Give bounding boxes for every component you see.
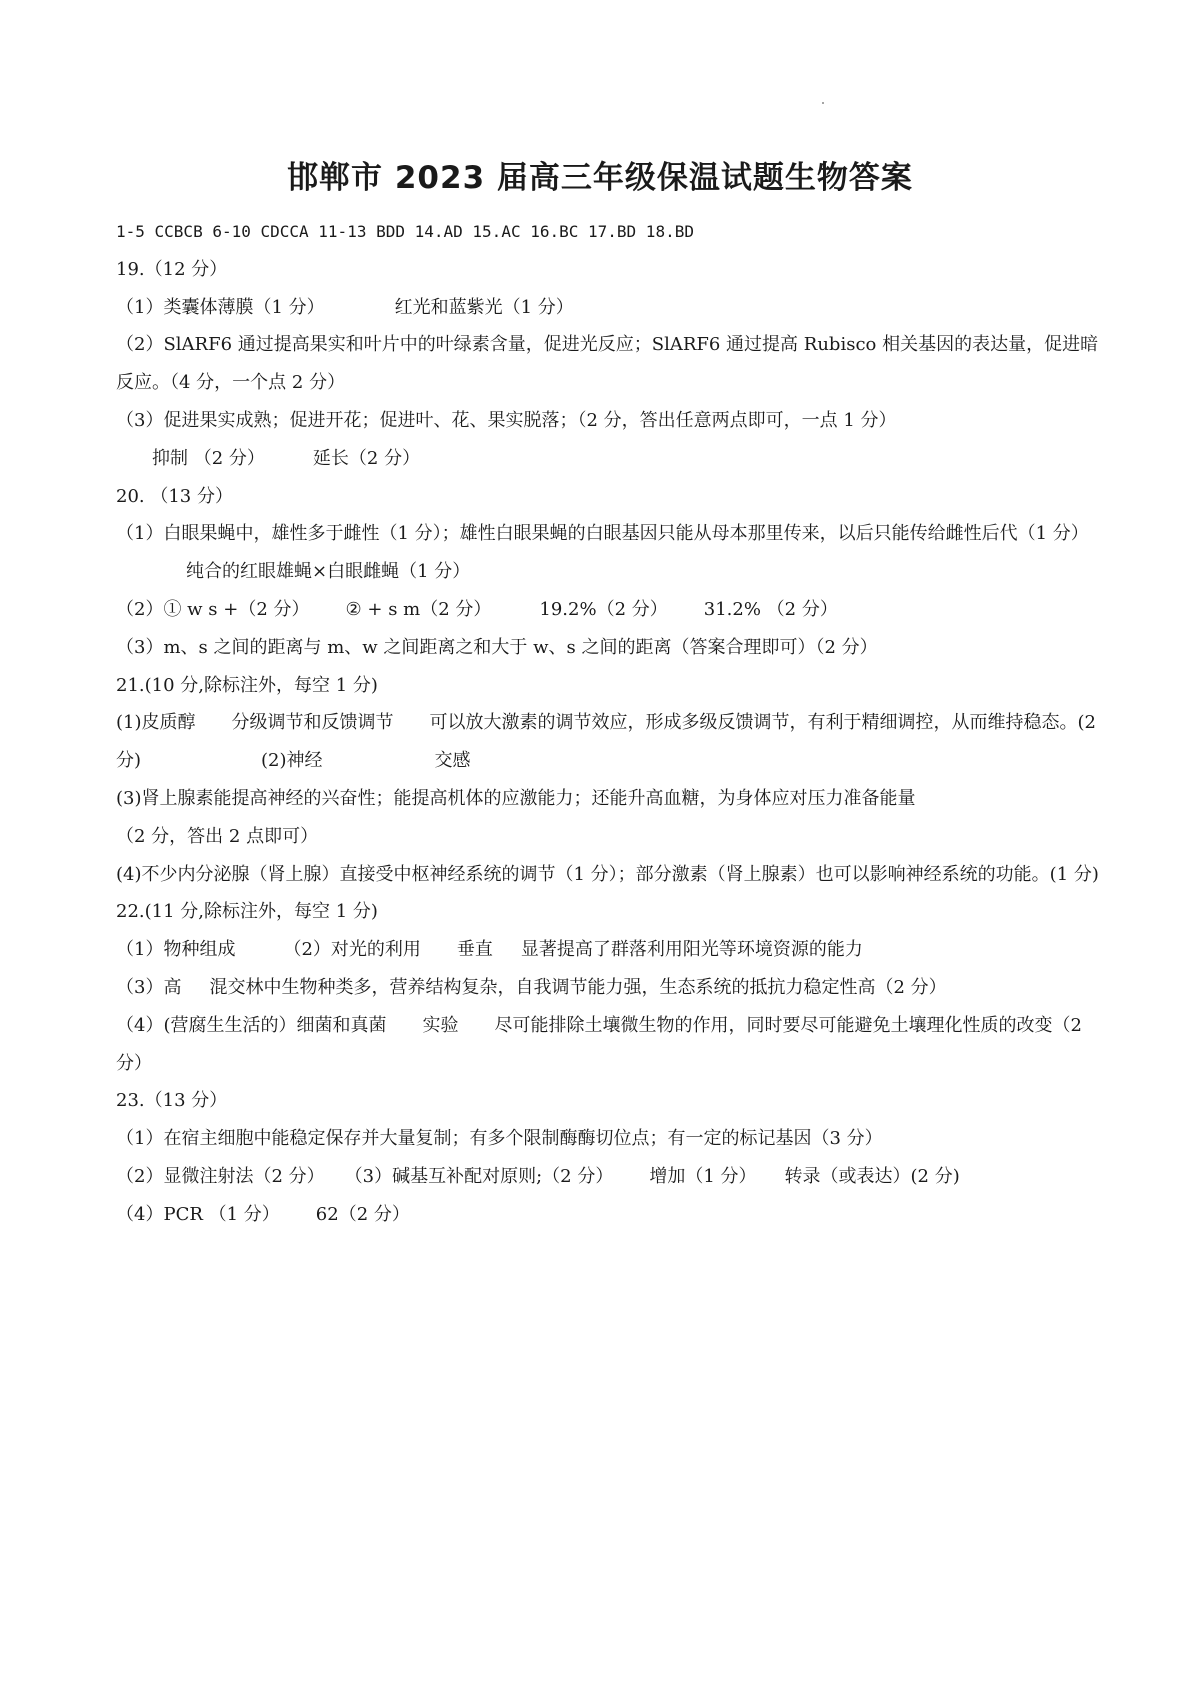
q23-answer-4a: （4）PCR （1 分） [116,1203,280,1225]
q23-heading: 23.（13 分） [116,1090,228,1112]
q20-answer-2d: 31.2% （2 分） [703,598,838,620]
q22-answer-1a: （1）物种组成 [116,939,236,961]
q23-part4 [116,1196,1106,1234]
q22-answer-4a: （4）(营腐生生活的）细菌和真菌 [116,1014,387,1036]
q22-part4 [116,1007,1106,1083]
q19-part2: （2）SlARF6 通过提高果实和叶片中的叶绿素含量，促进光反应；SlARF6 通过提高 Rubisco 相关基因的表达量，促进暗反应。（4 分，一个点 2 分） [116,334,1099,394]
q19-part1 [116,289,1106,327]
q21-answer-2b: 交感 [434,750,471,772]
q22-answer-4c: 尽可能排除土壤微生物的作用，同时要尽可能避免土壤理化性质的改变（2 分） [116,1014,1082,1074]
q23-answer-2b: （3）碱基互补配对原则;（2 分） [344,1165,614,1187]
q19-answer-3b: 抑制 （2 分） [152,447,265,469]
q23-part2 [116,1158,1106,1196]
q23-answer-2a: （2）显微注射法（2 分） [116,1165,325,1187]
q20-answer-2c: 19.2%（2 分） [539,598,668,620]
q23-answer-2d: 转录（或表达）(2 分) [784,1165,960,1187]
q21-part1 [116,704,1106,780]
q22-answer-1b: （2）对光的利用 [283,939,421,961]
q20-part1 [116,515,1106,591]
q21-part3: (3)肾上腺素能提高神经的兴奋性；能提高机体的应激能力；还能升高血糖，为身体应对压力准备能量 [116,787,916,809]
q21-part4: (4)不少内分泌腺（肾上腺）直接受中枢神经系统的调节（1 分）；部分激素（肾上腺素）也可以影响神经系统的功能。(1 分) [116,863,1099,885]
q20-heading: 20. （13 分） [116,485,233,507]
q22-answer-4b: 实验 [422,1014,459,1036]
q19-part3: （3）促进果实成熟；促进开花；促进叶、花、果实脱落；（2 分，答出任意两点即可，一点 1 分） [116,409,897,431]
q21-answer-1c: 可以放大激素的调节效应，形成多级反馈调节，有利于精细调控，从而维持稳态。(2 分) [116,712,1096,772]
q23-answer-4b: 62（2 分） [315,1203,410,1225]
q21-part3-note: （2 分，答出 2 点即可） [116,825,319,847]
q21-heading: 21.(10 分,除标注外，每空 1 分) [116,674,378,696]
q22-answer-3a: （3）高 [116,976,182,998]
q20-answer-2a: （2）① w s +（2 分） [116,598,310,620]
q19-heading: 19.（12 分） [116,258,228,280]
q22-answer-3b: 混交林中生物种类多，营养结构复杂，自我调节能力强，生态系统的抵抗力稳定性高（2 分） [209,976,947,998]
q23-answer-2c: 增加（1 分） [649,1165,757,1187]
q19-answer-1a: （1）类囊体薄膜（1 分） [116,296,325,318]
q19-part3-extra [116,440,1106,478]
q20-answer-1b: 纯合的红眼雄蝇×白眼雌蝇（1 分） [186,561,471,583]
q22-part1 [116,931,1106,969]
q21-answer-1b: 分级调节和反馈调节 [231,712,394,734]
q19-answer-1b: 红光和蓝紫光（1 分） [394,296,574,318]
answer-body [116,213,1106,1234]
q21-answer-2a: (2)神经 [261,750,323,772]
multiple-choice-answers: 1-5 CCBCB 6-10 CDCCA 11-13 BDD 14.AD 15.AC 16.BC 17.BD 18.BD [116,222,694,241]
q23-part1: （1）在宿主细胞中能稳定保存并大量复制；有多个限制酶酶切位点；有一定的标记基因（3 分） [116,1128,883,1150]
q19-answer-3c: 延长（2 分） [312,447,421,469]
q20-answer-2b: ② + s m（2 分） [345,598,492,620]
q22-answer-1c: 垂直 [456,939,493,961]
q20-part3: （3）m、s 之间的距离与 m、w 之间距离之和大于 w、s 之间的距离（答案合理即可）（2 分） [116,636,878,658]
q22-heading: 22.(11 分,除标注外，每空 1 分) [116,901,378,923]
q21-answer-1a: (1)皮质醇 [116,712,196,734]
q22-answer-1d: 显著提高了群落利用阳光等环境资源的能力 [520,939,863,961]
scan-speck [822,102,824,104]
q20-part2 [116,591,1106,629]
q22-part3 [116,969,1106,1007]
page-title: 邯郸市 2023 届高三年级保温试题生物答案 [287,160,913,196]
q20-answer-1: （1）白眼果蝇中，雄性多于雌性（1 分）；雄性白眼果蝇的白眼基因只能从母本那里传来，以后只能传给雌性后代（1 分） [116,523,1089,545]
